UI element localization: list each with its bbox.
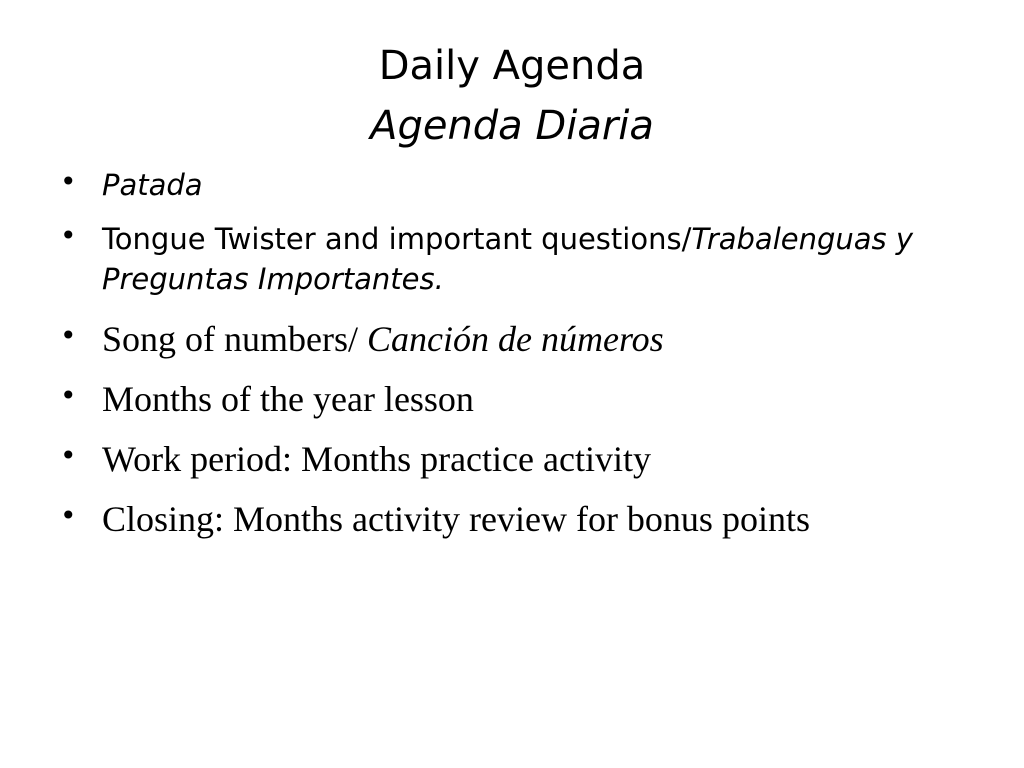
agenda-item-work-period [60, 439, 990, 479]
agenda-item-patada [60, 165, 990, 205]
bullet-icon: • [60, 499, 77, 532]
agenda-item-text [102, 222, 913, 296]
agenda-item-italic-text: Canción de números [367, 319, 664, 359]
agenda-item-text: Patada [102, 168, 203, 202]
bullet-icon: • [60, 319, 77, 352]
agenda-item-text: Work period: Months practice activity [102, 439, 651, 479]
bullet-icon: • [60, 165, 77, 198]
agenda-item-main-text: Tongue Twister and important questions/ [102, 222, 692, 256]
slide-title: Daily Agenda [378, 43, 646, 89]
agenda-item-song-of-numbers [60, 319, 990, 359]
bullet-icon: • [60, 379, 77, 412]
bullet-icon: • [60, 439, 77, 472]
bullet-icon: • [60, 219, 77, 252]
agenda-item-text [102, 319, 664, 359]
agenda-list [60, 165, 990, 539]
agenda-item-main-text: Song of numbers/ [102, 319, 367, 359]
agenda-item-tongue-twister [60, 219, 990, 299]
slide-subtitle: Agenda Diaria [370, 103, 654, 149]
agenda-item-italic-text: Trabalenguas y Preguntas Importantes. [102, 222, 914, 296]
agenda-item-closing [60, 499, 990, 539]
title-block [0, 36, 1024, 156]
agenda-item-text: Closing: Months activity review for bonus points [102, 499, 810, 539]
agenda-item-months-lesson [60, 379, 990, 419]
agenda-item-text: Months of the year lesson [102, 379, 474, 419]
